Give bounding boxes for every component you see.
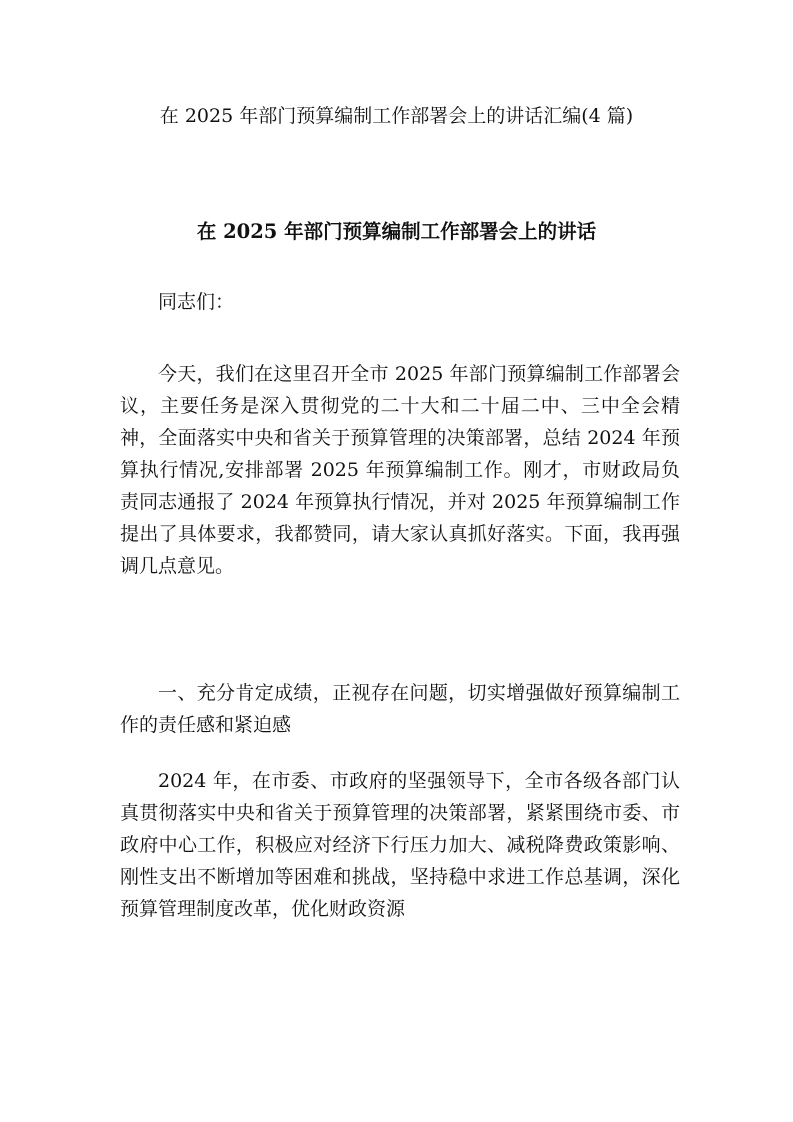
document-title: 在 2025 年部门预算编制工作部署会上的讲话汇编(4 篇) — [159, 105, 634, 127]
paragraph-section-1: 2024 年，在市委、市政府的坚强领导下，全市各级各部门认真贯彻落实中央和省关于预算管理的决策部署，紧紧围绕市委、市政府中心工作，积极应对经济下行压力加大、减税降费政策影响、刚性支出不断增加等困难和挑战，坚持稳中求进工作总基调，深化预算管理制度改革，优化财政资源 — [120, 770, 680, 920]
speech-title: 在 2025 年部门预算编制工作部署会上的讲话 — [196, 220, 597, 243]
salutation: 同志们： — [158, 291, 235, 313]
section-heading-1: 一、充分肯定成绩，正视存在问题，切实增强做好预算编制工作的责任感和紧迫感 — [120, 682, 680, 736]
paragraph-opening: 今天，我们在这里召开全市 2025 年部门预算编制工作部署会议，主要任务是深入贯彻党的二十大和二十届二中、三中全会精神，全面落实中央和省关于预算管理的决策部署，总结 2024 年预算执行情况,安排部署 2025 年预算编制工作。刚才，市财政局负责同志通报了 2024 年预算执行情况，并对 2025 年预算编制工作提出了具体要求，我都赞同，请大家认真抓好落实。下面，我再强调几点意见。 — [120, 363, 680, 577]
